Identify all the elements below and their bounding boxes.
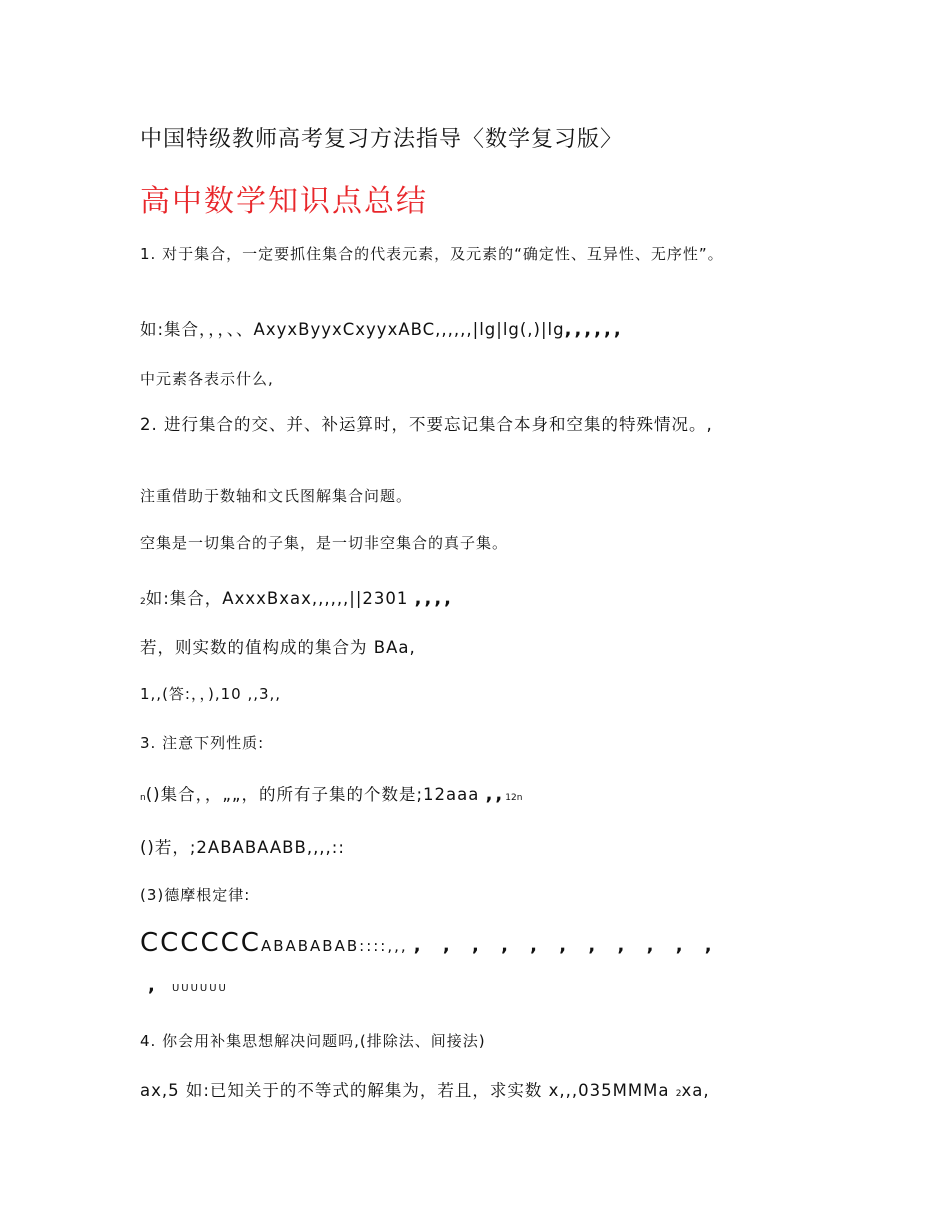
point-4-example-tail: xa, — [681, 1081, 710, 1100]
point-3: 3. 注意下列性质: — [140, 734, 265, 752]
document-title: 中国特级教师高考复习方法指导〈数学复习版〉 — [140, 127, 624, 152]
point-4-example-sub: 2 — [675, 1089, 682, 1099]
point-2-empty-set: 空集是一切集合的子集，是一切非空集合的真子集。 — [140, 534, 509, 552]
point-1-example — [140, 316, 624, 340]
property-1-sub: 12n — [505, 793, 523, 803]
point-2-condition: 若，则实数的值构成的集合为 BAa, — [140, 638, 416, 657]
point-4-example — [140, 1077, 710, 1101]
point-2-example-tail: ,,,, — [414, 588, 455, 609]
point-2-example-text: 如:集合，AxxxBxax,,,,,,||2301 — [145, 589, 409, 608]
de-morgan-comma: , — [148, 975, 158, 996]
point-3-property-2: ()若，;2ABABAABB,,,,:: — [140, 838, 345, 857]
property-1-sup: n — [140, 793, 146, 803]
point-3-property-1 — [140, 781, 522, 805]
de-morgan-universal: UUUUUU — [171, 983, 228, 994]
de-morgan-complement: CCCCCC — [140, 928, 261, 958]
point-1-question: 中元素各表示什么, — [140, 370, 274, 388]
point-1-example-text: 如:集合，，，、、AxyxByyxCxyyxABC,,,,,,|lg|lg(,)|lg — [140, 320, 565, 339]
point-2-answer: 1,,(答:，，),10 ,,3,, — [140, 685, 282, 703]
point-4: 4. 你会用补集思想解决问题吗,(排除法、间接法) — [140, 1032, 486, 1050]
de-morgan-law-line-2 — [148, 975, 228, 996]
de-morgan-law — [140, 928, 713, 958]
point-2-example-sup: 2 — [140, 597, 146, 607]
de-morgan-sets: ABABABAB::::,,, — [260, 937, 408, 955]
property-1-tail: ,, — [485, 784, 506, 805]
section-heading: 高中数学知识点总结 — [140, 184, 428, 219]
point-4-example-text: ax,5 如:已知关于的不等式的解集为，若且，求实数 x,,,035MMMa — [140, 1081, 670, 1100]
point-3-property-3: (3)德摩根定律: — [140, 886, 251, 904]
point-2-example — [140, 585, 454, 609]
property-1-text: ()集合，，„„，的所有子集的个数是;12aaa — [145, 785, 480, 804]
point-1: 1. 对于集合，一定要抓住集合的代表元素，及元素的“确定性、互异性、无序性”。 — [140, 245, 724, 263]
de-morgan-commas: , , , , , , , , , , , — [413, 935, 713, 956]
point-2-note: 注重借助于数轴和文氏图解集合问题。 — [140, 487, 413, 505]
point-2: 2. 进行集合的交、并、补运算时，不要忘记集合本身和空集的特殊情况。, — [140, 415, 713, 434]
point-1-example-tail: ,,,,,, — [564, 319, 624, 340]
